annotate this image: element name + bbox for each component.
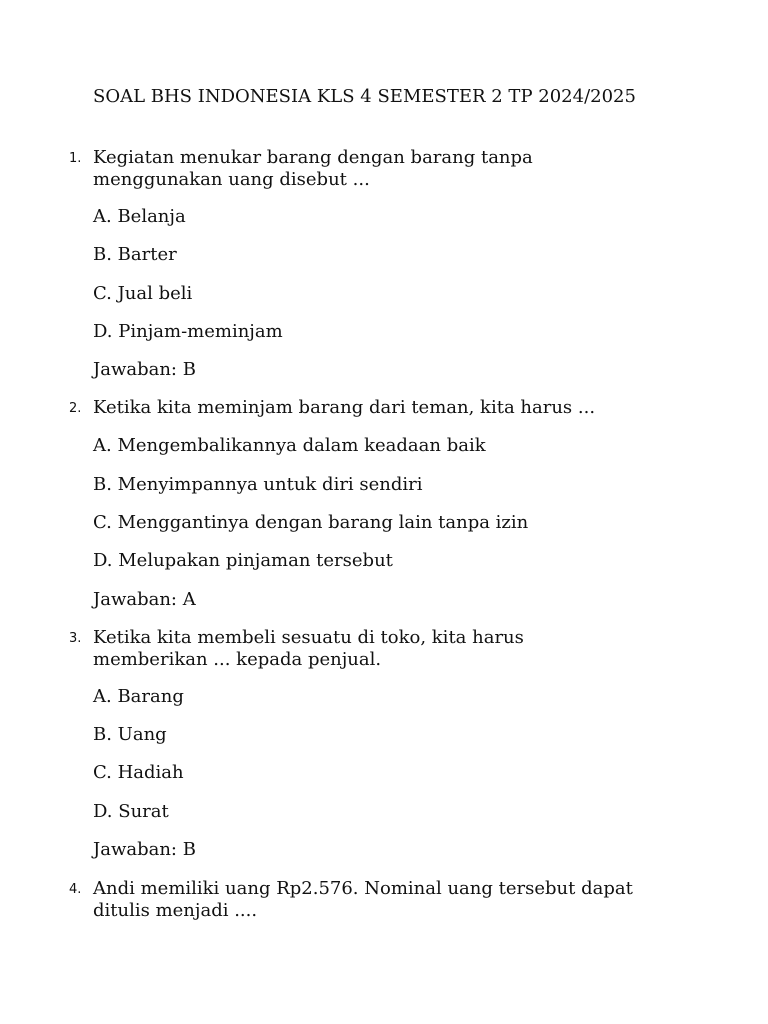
option-c: C. Hadiah xyxy=(93,762,184,783)
question-number: 4. xyxy=(69,882,82,897)
question-text: Ketika kita meminjam barang dari teman, kita harus ... xyxy=(93,397,596,418)
option-b: B. Uang xyxy=(93,724,167,745)
question-number: 2. xyxy=(69,401,82,416)
option-b: B. Barter xyxy=(93,244,177,265)
question-text: Andi memiliki uang Rp2.576. Nominal uang tersebut dapat ditulis menjadi .... xyxy=(93,878,633,921)
question-text: Ketika kita membeli sesuatu di toko, kita harus memberikan ... kepada penjual. xyxy=(93,627,524,670)
option-d: D. Surat xyxy=(93,801,169,822)
option-c: C. Jual beli xyxy=(93,283,193,304)
answer-key: Jawaban: B xyxy=(93,839,196,860)
option-b: B. Menyimpannya untuk diri sendiri xyxy=(93,474,423,495)
option-a: A. Mengembalikannya dalam keadaan baik xyxy=(93,435,486,456)
document-title: SOAL BHS INDONESIA KLS 4 SEMESTER 2 TP 2024/2025 xyxy=(93,86,636,107)
option-d: D. Pinjam-meminjam xyxy=(93,321,283,342)
answer-key: Jawaban: B xyxy=(93,359,196,380)
option-c: C. Menggantinya dengan barang lain tanpa izin xyxy=(93,512,529,533)
option-a: A. Barang xyxy=(93,686,184,707)
question-text: Kegiatan menukar barang dengan barang tanpa menggunakan uang disebut ... xyxy=(93,147,533,190)
option-a: A. Belanja xyxy=(93,206,186,227)
question-number: 1. xyxy=(69,151,82,166)
answer-key: Jawaban: A xyxy=(93,589,196,610)
question-number: 3. xyxy=(69,631,82,646)
option-d: D. Melupakan pinjaman tersebut xyxy=(93,550,393,571)
